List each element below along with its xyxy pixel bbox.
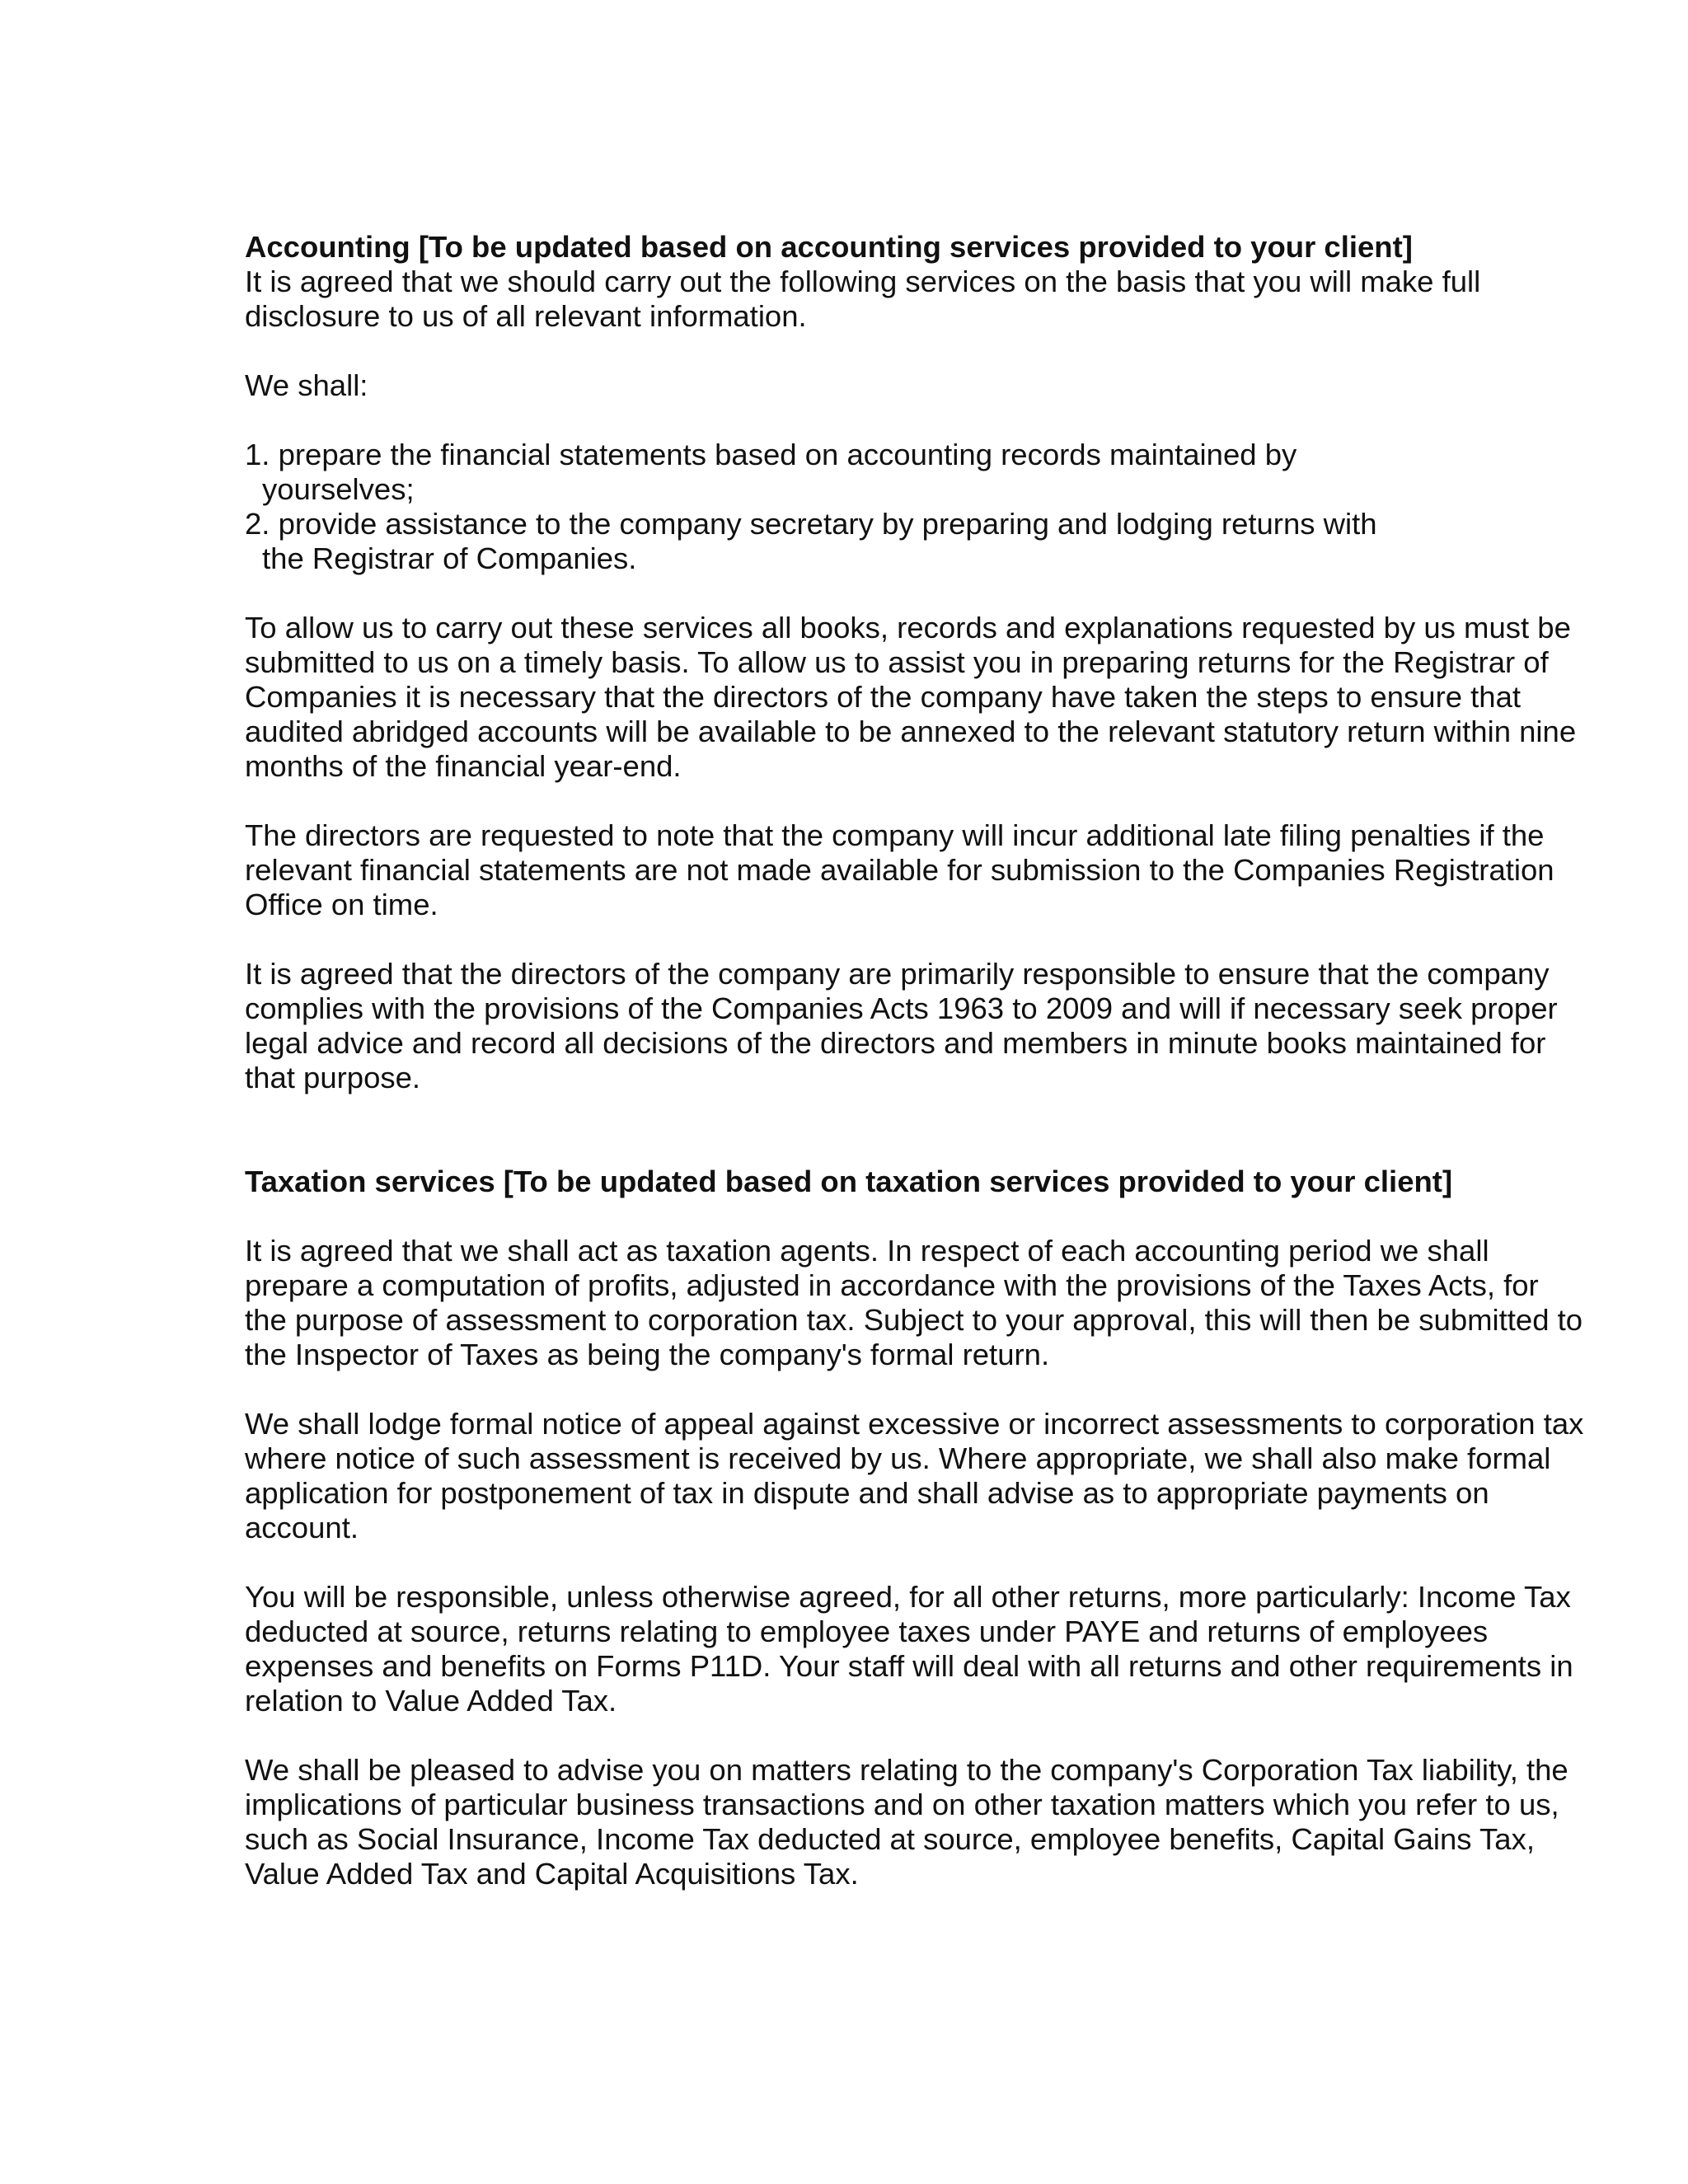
text-line: It is agreed that we should carry out the following services on the basis that you will make full: [245, 265, 1481, 298]
we-shall-label: We shall:: [245, 368, 368, 402]
taxation-section: [245, 1165, 1629, 1891]
responsibility-paragraph: [245, 957, 1629, 1095]
text-line: audited abridged accounts will be available to be annexed to the relevant statutory return within nine: [245, 715, 1577, 748]
text-line: We shall lodge formal notice of appeal against excessive or incorrect assessments to corporation tax: [245, 1407, 1584, 1441]
text-line: where notice of such assessment is received by us. Where appropriate, we shall also make formal: [245, 1441, 1551, 1475]
taxation-heading: Taxation services [To be updated based on taxation services provided to your client]: [245, 1165, 1453, 1198]
text-line: Office on time.: [245, 888, 438, 921]
appeal-paragraph: [245, 1407, 1629, 1545]
accounting-section: [245, 230, 1629, 1095]
list-item-line: yourselves;: [262, 472, 415, 506]
accounting-intro: [245, 265, 1629, 334]
list-item-line: 1. prepare the financial statements based on accounting records maintained by: [245, 438, 1297, 471]
text-line: expenses and benefits on Forms P11D. Your staff will deal with all returns and other requirements in: [245, 1649, 1573, 1683]
list-item-line: the Registrar of Companies.: [262, 541, 637, 575]
text-line: It is agreed that the directors of the company are primarily responsible to ensure that the company: [245, 957, 1550, 991]
advise-paragraph: [245, 1753, 1629, 1891]
text-line: account.: [245, 1511, 359, 1544]
text-line: months of the financial year-end.: [245, 749, 682, 783]
text-line: the purpose of assessment to corporation tax. Subject to your approval, this will then be submitted to: [245, 1303, 1583, 1337]
text-line: Companies it is necessary that the directors of the company have taken the steps to ensure that: [245, 680, 1522, 714]
text-line: such as Social Insurance, Income Tax deducted at source, employee benefits, Capital Gains Tax,: [245, 1822, 1535, 1856]
text-line: the Inspector of Taxes as being the company's formal return.: [245, 1338, 1050, 1371]
list-item-line: 2. provide assistance to the company secretary by preparing and lodging returns with: [245, 507, 1377, 541]
books-paragraph: [245, 611, 1629, 784]
text-line: relation to Value Added Tax.: [245, 1684, 617, 1718]
document-page: [245, 230, 1629, 1891]
text-line: legal advice and record all decisions of the directors and members in minute books maintained for: [245, 1026, 1546, 1060]
text-line: We shall be pleased to advise you on matters relating to the company's Corporation Tax liability, the: [245, 1753, 1568, 1787]
text-line: relevant financial statements are not made available for submission to the Companies Registration: [245, 853, 1554, 887]
list-item: [245, 507, 1629, 576]
text-line: You will be responsible, unless otherwise agreed, for all other returns, more particularly: Income Tax: [245, 1580, 1571, 1614]
text-line: submitted to us on a timely basis. To allow us to assist you in preparing returns for the Registrar of: [245, 645, 1549, 679]
text-line: implications of particular business transactions and on other taxation matters which you refer to us,: [245, 1788, 1559, 1821]
text-line: application for postponement of tax in dispute and shall advise as to appropriate payments on: [245, 1476, 1489, 1510]
penalties-paragraph: [245, 818, 1629, 922]
text-line: It is agreed that we shall act as taxation agents. In respect of each accounting period we shall: [245, 1234, 1489, 1268]
text-line: Value Added Tax and Capital Acquisitions Tax.: [245, 1857, 859, 1891]
text-line: that purpose.: [245, 1061, 421, 1094]
text-line: The directors are requested to note that the company will incur additional late filing penalties if the: [245, 818, 1545, 852]
accounting-heading: Accounting [To be updated based on accounting services provided to your client]: [245, 230, 1413, 264]
text-line: deducted at source, returns relating to employee taxes under PAYE and returns of employees: [245, 1615, 1489, 1648]
text-line: complies with the provisions of the Companies Acts 1963 to 2009 and will if necessary seek proper: [245, 991, 1558, 1025]
list-item: [245, 438, 1629, 507]
returns-paragraph: [245, 1580, 1629, 1718]
agents-paragraph: [245, 1234, 1629, 1372]
text-line: prepare a computation of profits, adjusted in accordance with the provisions of the Taxes Acts, for: [245, 1268, 1539, 1302]
services-list: [245, 438, 1629, 576]
text-line: disclosure to us of all relevant information.: [245, 299, 807, 333]
text-line: To allow us to carry out these services all books, records and explanations requested by us must be: [245, 611, 1571, 644]
